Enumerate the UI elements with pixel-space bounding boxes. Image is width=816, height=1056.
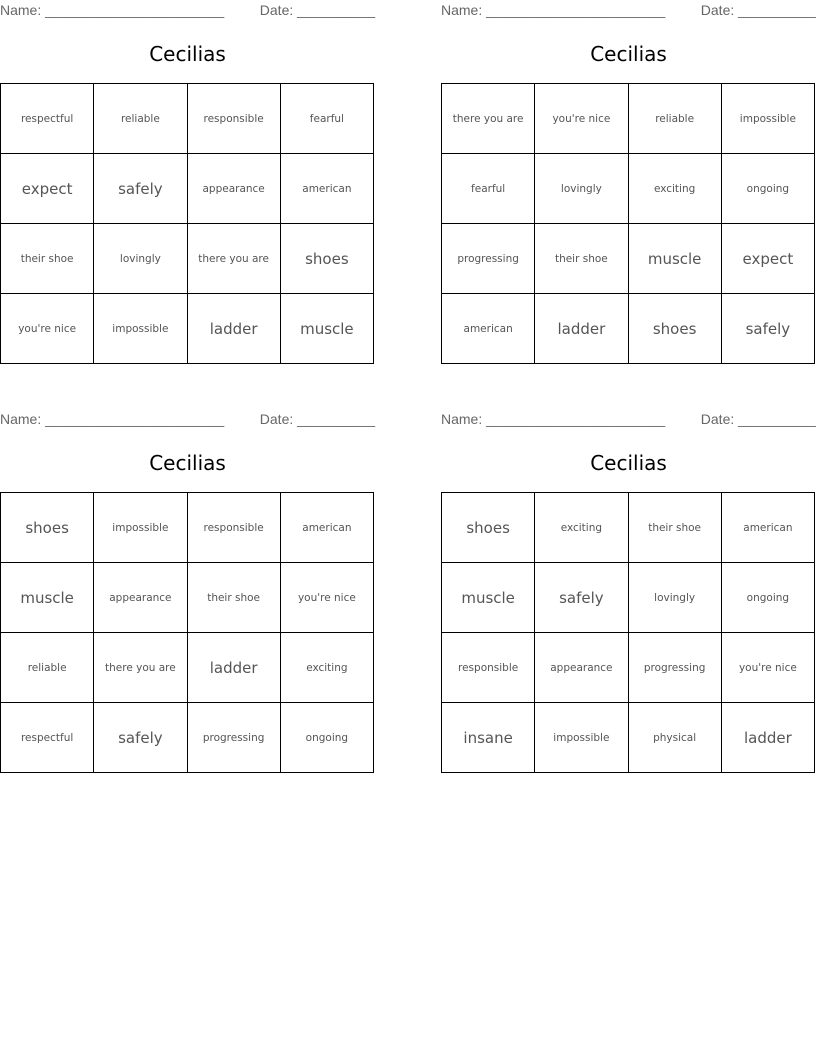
bingo-cell: expect	[1, 154, 94, 224]
card-title: Cecilias	[149, 42, 226, 66]
bingo-cell: their shoe	[187, 563, 280, 633]
bingo-cell: expect	[721, 224, 814, 294]
grid-row	[442, 224, 815, 294]
date-field[interactable]: Date: __________	[700, 2, 816, 18]
grid-row	[1, 294, 374, 364]
bingo-cell: their shoe	[535, 224, 628, 294]
bingo-cell: responsible	[442, 633, 535, 703]
bingo-cell: reliable	[1, 633, 94, 703]
grid-row	[1, 154, 374, 224]
name-field[interactable]: Name: _______________________	[0, 2, 225, 18]
grid-row	[442, 294, 815, 364]
grid-row	[1, 493, 374, 563]
bingo-cell: lovingly	[628, 563, 721, 633]
bingo-cell: impossible	[721, 84, 814, 154]
bingo-cell: their shoe	[628, 493, 721, 563]
grid-row	[442, 563, 815, 633]
bingo-cell: ladder	[535, 294, 628, 364]
bingo-cell: appearance	[535, 633, 628, 703]
bingo-cell: ongoing	[721, 563, 814, 633]
bingo-cell: fearful	[442, 154, 535, 224]
bingo-cell: safely	[94, 154, 187, 224]
bingo-cell: impossible	[94, 294, 187, 364]
bingo-cell: you're nice	[535, 84, 628, 154]
bingo-cell: muscle	[280, 294, 373, 364]
bingo-cell: shoes	[442, 493, 535, 563]
card-header	[441, 409, 816, 431]
bingo-cell: impossible	[535, 703, 628, 773]
grid-row	[1, 703, 374, 773]
card-header	[0, 0, 375, 22]
bingo-cell: there you are	[94, 633, 187, 703]
bingo-cell: muscle	[628, 224, 721, 294]
bingo-cell: ongoing	[280, 703, 373, 773]
date-field[interactable]: Date: __________	[700, 411, 816, 427]
card-header	[441, 0, 816, 22]
bingo-cell: progressing	[187, 703, 280, 773]
grid-row	[442, 154, 815, 224]
bingo-cell: american	[280, 154, 373, 224]
name-field[interactable]: Name: _______________________	[441, 411, 666, 427]
grid-row	[442, 633, 815, 703]
grid-row	[442, 703, 815, 773]
grid-row	[442, 493, 815, 563]
bingo-cell: insane	[442, 703, 535, 773]
bingo-cell: safely	[721, 294, 814, 364]
bingo-cell: shoes	[280, 224, 373, 294]
bingo-cell: ladder	[721, 703, 814, 773]
bingo-cell: ladder	[187, 633, 280, 703]
name-field[interactable]: Name: _______________________	[441, 2, 666, 18]
bingo-cell: lovingly	[535, 154, 628, 224]
name-field[interactable]: Name: _______________________	[0, 411, 225, 427]
bingo-cell: exciting	[535, 493, 628, 563]
bingo-cell: their shoe	[1, 224, 94, 294]
bingo-cell: american	[442, 294, 535, 364]
grid-row	[1, 84, 374, 154]
bingo-cell: you're nice	[1, 294, 94, 364]
bingo-cell: fearful	[280, 84, 373, 154]
bingo-cell: physical	[628, 703, 721, 773]
date-field[interactable]: Date: __________	[259, 2, 375, 18]
bingo-cell: american	[721, 493, 814, 563]
bingo-cell: american	[280, 493, 373, 563]
bingo-cell: responsible	[187, 84, 280, 154]
bingo-cell: appearance	[94, 563, 187, 633]
bingo-cell: respectful	[1, 84, 94, 154]
bingo-cell: safely	[535, 563, 628, 633]
bingo-cell: ongoing	[721, 154, 814, 224]
bingo-cell: reliable	[94, 84, 187, 154]
card-title: Cecilias	[149, 451, 226, 475]
bingo-cell: exciting	[280, 633, 373, 703]
bingo-cell: progressing	[442, 224, 535, 294]
bingo-grid	[0, 83, 374, 364]
bingo-cell: reliable	[628, 84, 721, 154]
grid-row	[442, 84, 815, 154]
bingo-cell: shoes	[628, 294, 721, 364]
bingo-grid	[441, 492, 815, 773]
card-title: Cecilias	[590, 451, 667, 475]
bingo-grid	[441, 83, 815, 364]
grid-row	[1, 633, 374, 703]
grid-row	[1, 563, 374, 633]
bingo-cell: exciting	[628, 154, 721, 224]
bingo-cell: appearance	[187, 154, 280, 224]
grid-row	[1, 224, 374, 294]
bingo-cell: muscle	[1, 563, 94, 633]
card-title: Cecilias	[590, 42, 667, 66]
bingo-cell: there you are	[442, 84, 535, 154]
bingo-cell: responsible	[187, 493, 280, 563]
bingo-cell: ladder	[187, 294, 280, 364]
bingo-cell: lovingly	[94, 224, 187, 294]
bingo-cell: muscle	[442, 563, 535, 633]
card-header	[0, 409, 375, 431]
bingo-cell: there you are	[187, 224, 280, 294]
bingo-cell: progressing	[628, 633, 721, 703]
bingo-cell: impossible	[94, 493, 187, 563]
bingo-cell: respectful	[1, 703, 94, 773]
bingo-cell: you're nice	[280, 563, 373, 633]
bingo-grid	[0, 492, 374, 773]
date-field[interactable]: Date: __________	[259, 411, 375, 427]
bingo-cell: safely	[94, 703, 187, 773]
bingo-cell: shoes	[1, 493, 94, 563]
bingo-cell: you're nice	[721, 633, 814, 703]
